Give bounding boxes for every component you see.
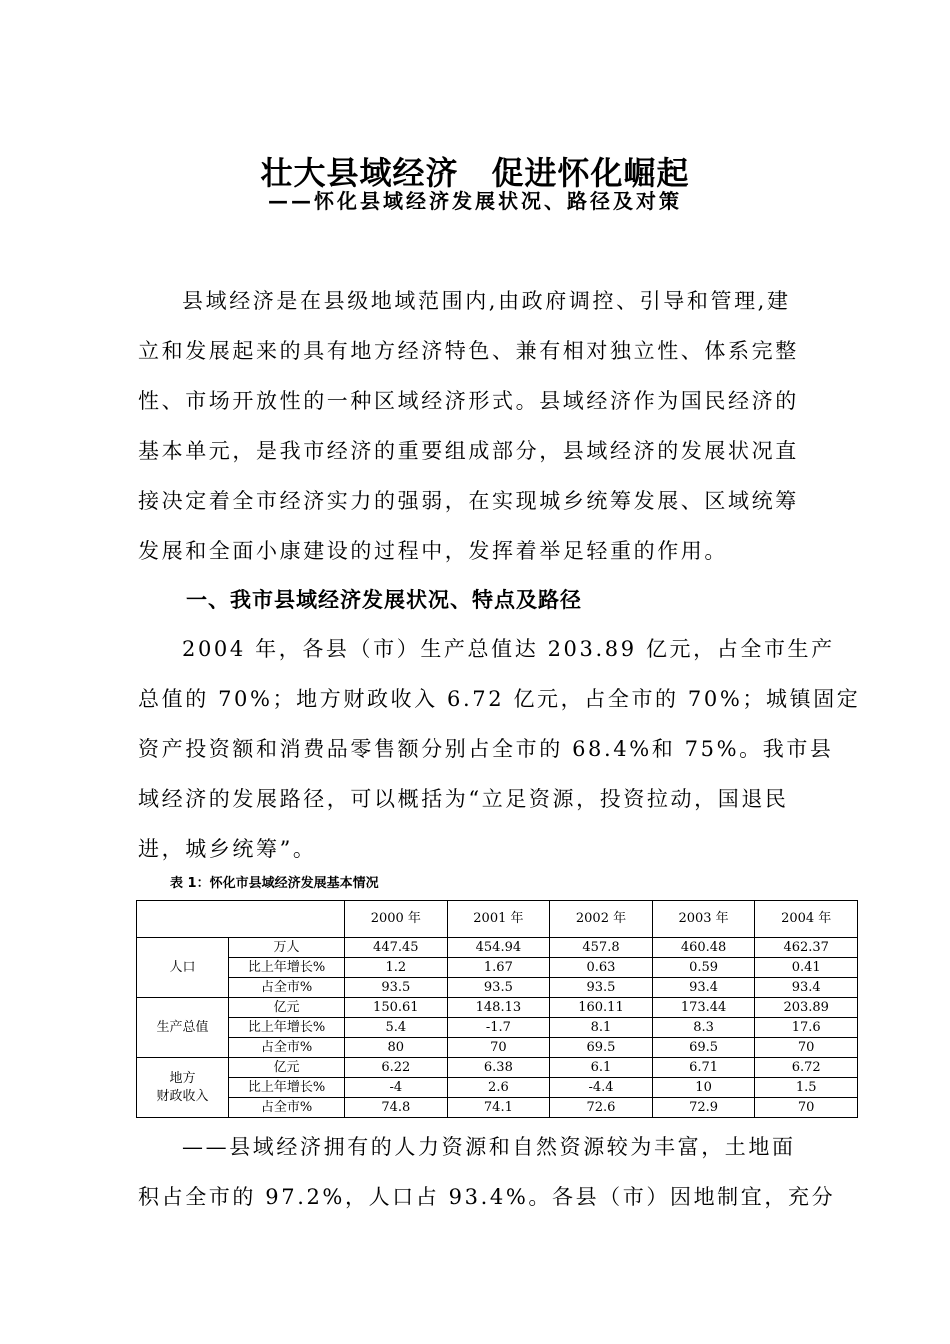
- value-cell: 454.94: [447, 938, 550, 958]
- group-label-line: 地方: [169, 1070, 196, 1086]
- document-subtitle: ——怀化县域经济发展状况、路径及对策: [268, 189, 682, 213]
- table-row: [137, 998, 858, 1018]
- value-cell: 70: [755, 1098, 858, 1118]
- value-cell: -4.4: [550, 1078, 653, 1098]
- section-heading: 一、我市县域经济发展状况、特点及路径: [186, 588, 582, 612]
- section1-paragraph: [138, 624, 860, 874]
- unit-cell: 亿元: [229, 1058, 345, 1078]
- value-cell: 0.63: [550, 958, 653, 978]
- group-label-line: 财政收入: [156, 1088, 209, 1104]
- table-row: [137, 1058, 858, 1078]
- value-cell: 462.37: [755, 938, 858, 958]
- table-row: [137, 1098, 858, 1118]
- table-row: [137, 958, 858, 978]
- closing-paragraph: [138, 1122, 860, 1222]
- intro-paragraph: [138, 276, 860, 576]
- value-cell: 6.22: [345, 1058, 448, 1078]
- intro-line: 发展和全面小康建设的过程中，发挥着举足轻重的作用。: [138, 539, 728, 563]
- intro-line: 立和发展起来的具有地方经济特色、兼有相对独立性、体系完整: [138, 339, 799, 363]
- value-cell: 447.45: [345, 938, 448, 958]
- value-cell: 70: [447, 1038, 550, 1058]
- section1-line: 域经济的发展路径，可以概括为“立足资源，投资拉动，国退民: [138, 787, 789, 811]
- group-label-line: 人口: [169, 959, 196, 975]
- year-header: 2004 年: [755, 901, 858, 938]
- table-row: [137, 1038, 858, 1058]
- group-label-gdp: [137, 998, 229, 1058]
- section1-line: 资产投资额和消费品零售额分别占全市的 68.4%和 75%。我市县: [138, 737, 834, 761]
- value-cell: 6.72: [755, 1058, 858, 1078]
- table-row: [137, 938, 858, 958]
- value-cell: 1.2: [345, 958, 448, 978]
- document-title: 壮大县域经济 促进怀化崛起: [260, 154, 690, 193]
- value-cell: 6.38: [447, 1058, 550, 1078]
- value-cell: -4: [345, 1078, 448, 1098]
- value-cell: 203.89: [755, 998, 858, 1018]
- value-cell: 150.61: [345, 998, 448, 1018]
- value-cell: 457.8: [550, 938, 653, 958]
- unit-cell: 亿元: [229, 998, 345, 1018]
- value-cell: 2.6: [447, 1078, 550, 1098]
- value-cell: 5.4: [345, 1018, 448, 1038]
- unit-cell: 占全市%: [229, 978, 345, 998]
- group-label-line: 生产总值: [156, 1019, 209, 1035]
- value-cell: 148.13: [447, 998, 550, 1018]
- value-cell: -1.7: [447, 1018, 550, 1038]
- intro-line: 性、市场开放性的一种区域经济形式。县域经济作为国民经济的: [138, 389, 799, 413]
- value-cell: 1.5: [755, 1078, 858, 1098]
- value-cell: 460.48: [652, 938, 755, 958]
- unit-cell: 比上年增长%: [229, 1078, 345, 1098]
- value-cell: 74.1: [447, 1098, 550, 1118]
- section1-line: 2004 年，各县（市）生产总值达 203.89 亿元，占全市生产: [182, 637, 835, 661]
- table-row: [137, 1018, 858, 1038]
- year-header: 2002 年: [550, 901, 653, 938]
- value-cell: 72.6: [550, 1098, 653, 1118]
- value-cell: 0.59: [652, 958, 755, 978]
- year-header: 2001 年: [447, 901, 550, 938]
- value-cell: 74.8: [345, 1098, 448, 1118]
- value-cell: 70: [755, 1038, 858, 1058]
- header-blank-cell: [137, 901, 345, 938]
- unit-cell: 比上年增长%: [229, 958, 345, 978]
- unit-cell: 占全市%: [229, 1038, 345, 1058]
- year-header: 2003 年: [652, 901, 755, 938]
- intro-line: 基本单元，是我市经济的重要组成部分，县域经济的发展状况直: [138, 439, 799, 463]
- value-cell: 93.5: [550, 978, 653, 998]
- table-row: [137, 978, 858, 998]
- value-cell: 72.9: [652, 1098, 755, 1118]
- table-row: [137, 1078, 858, 1098]
- value-cell: 6.1: [550, 1058, 653, 1078]
- value-cell: 17.6: [755, 1018, 858, 1038]
- unit-cell: 比上年增长%: [229, 1018, 345, 1038]
- closing-line: 积占全市的 97.2%，人口占 93.4%。各县（市）因地制宜，充分: [138, 1185, 836, 1209]
- section1-line: 进，城乡统筹”。: [138, 837, 317, 861]
- group-label-population: [137, 938, 229, 998]
- data-table: [136, 900, 858, 1118]
- value-cell: 93.4: [755, 978, 858, 998]
- value-cell: 93.5: [345, 978, 448, 998]
- closing-line: ——县域经济拥有的人力资源和自然资源较为丰富，土地面: [182, 1135, 796, 1159]
- value-cell: 10: [652, 1078, 755, 1098]
- value-cell: 93.5: [447, 978, 550, 998]
- value-cell: 160.11: [550, 998, 653, 1018]
- intro-line: 县域经济是在县级地域范围内,由政府调控、引导和管理,建: [182, 289, 791, 313]
- value-cell: 8.1: [550, 1018, 653, 1038]
- value-cell: 8.3: [652, 1018, 755, 1038]
- unit-cell: 万人: [229, 938, 345, 958]
- year-header: 2000 年: [345, 901, 448, 938]
- value-cell: 93.4: [652, 978, 755, 998]
- value-cell: 0.41: [755, 958, 858, 978]
- value-cell: 80: [345, 1038, 448, 1058]
- value-cell: 173.44: [652, 998, 755, 1018]
- section1-line: 总值的 70%；地方财政收入 6.72 亿元，占全市的 70%；城镇固定: [138, 687, 861, 711]
- table-header-row: [137, 901, 858, 938]
- value-cell: 69.5: [550, 1038, 653, 1058]
- intro-line: 接决定着全市经济实力的强弱，在实现城乡统筹发展、区域统筹: [138, 489, 799, 513]
- table-caption: 表 1：怀化市县域经济发展基本情况: [170, 876, 379, 891]
- value-cell: 1.67: [447, 958, 550, 978]
- unit-cell: 占全市%: [229, 1098, 345, 1118]
- group-label-fiscal: [137, 1058, 229, 1118]
- value-cell: 6.71: [652, 1058, 755, 1078]
- value-cell: 69.5: [652, 1038, 755, 1058]
